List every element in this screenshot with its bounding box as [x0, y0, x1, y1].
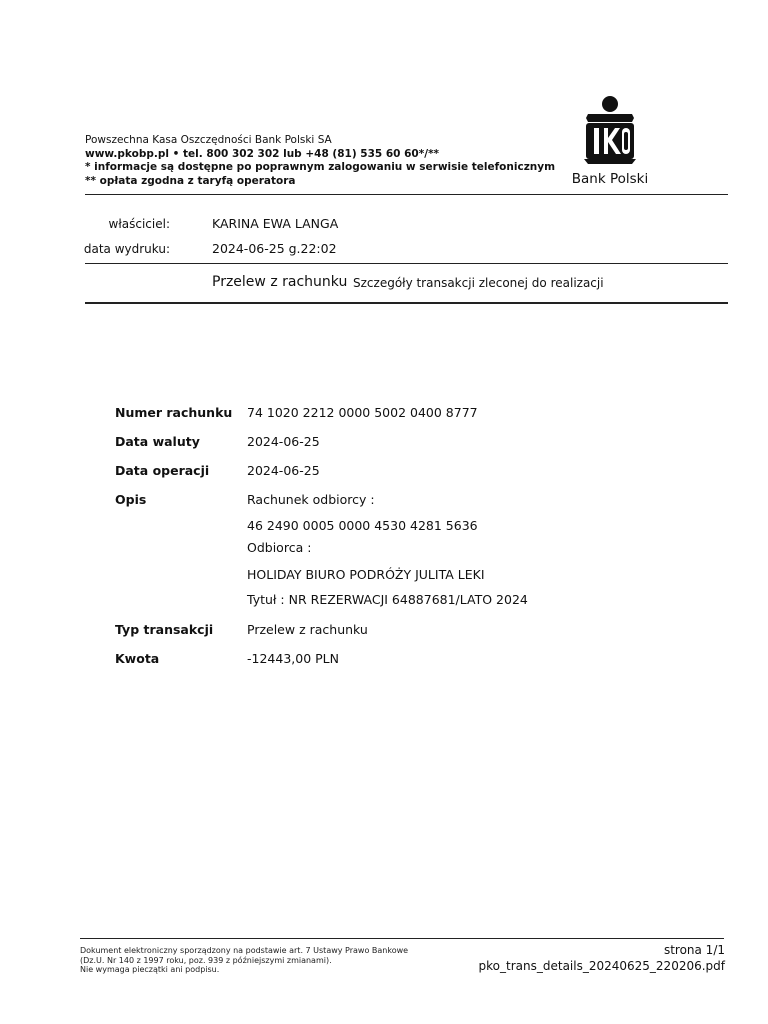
logo-brand-text: Bank Polski — [571, 171, 649, 187]
description-line: Odbiorca : — [247, 540, 312, 555]
amount-label: Kwota — [115, 651, 160, 666]
account-value: 74 1020 2212 0000 5002 0400 8777 — [247, 405, 478, 420]
transaction-type-label: Typ transakcji — [115, 622, 214, 637]
divider-top — [85, 194, 728, 195]
pko-logo — [566, 92, 654, 192]
description-line: Tytuł : NR REZERWACJI 64887681/LATO 2024 — [247, 592, 528, 607]
bank-note-2: ** opłata zgodna z taryfą operatora — [85, 174, 296, 187]
page-title: Przelew z rachunku — [212, 274, 348, 290]
bank-name: Powszechna Kasa Oszczędności Bank Polski SA — [85, 134, 332, 146]
bank-contact: www.pkobp.pl • tel. 800 302 302 lub +48 (81) 535 60 60*/** — [85, 147, 440, 160]
page-subtitle: Szczegóły transakcji zleconej do realizacji — [353, 276, 604, 290]
transaction-type: Przelew z rachunku — [247, 622, 368, 637]
value-date: 2024-06-25 — [247, 434, 320, 449]
account-label: Numer rachunku — [115, 405, 233, 420]
description-line: HOLIDAY BIURO PODRÓŻY JULITA LEKI — [247, 567, 485, 582]
owner-label: właściciel: — [108, 217, 170, 231]
legal-note — [80, 946, 420, 975]
owner-value: KARINA EWA LANGA — [212, 216, 339, 231]
description-label: Opis — [115, 492, 147, 507]
print-date-value: 2024-06-25 g.22:02 — [212, 241, 337, 256]
pko-logo-mark-icon — [566, 92, 654, 170]
divider-footer — [80, 938, 724, 939]
divider-mid — [85, 263, 728, 264]
print-date-label: data wydruku: — [83, 242, 170, 256]
file-name: pko_trans_details_20240625_220206.pdf — [478, 959, 725, 973]
page-footer — [479, 942, 725, 974]
divider-title — [85, 302, 728, 304]
legal-line: Dokument elektroniczny sporządzony na podstawie art. 7 Ustawy Prawo Bankowe — [80, 946, 409, 955]
operation-date-label: Data operacji — [115, 463, 210, 478]
value-date-label: Data waluty — [115, 434, 200, 449]
legal-line: (Dz.U. Nr 140 z 1997 roku, poz. 939 z późniejszymi zmianami). — [80, 955, 332, 965]
bank-note-1: * informacje są dostępne po poprawnym zalogowaniu w serwisie telefonicznym — [85, 161, 556, 173]
amount-value: -12443,00 PLN — [247, 651, 339, 666]
bank-info — [85, 134, 555, 188]
operation-date: 2024-06-25 — [247, 463, 320, 478]
legal-line: Nie wymaga pieczątki ani podpisu. — [80, 965, 220, 974]
description-line: Rachunek odbiorcy : — [247, 492, 375, 507]
page-number: strona 1/1 — [663, 943, 725, 957]
description-line: 46 2490 0005 0000 4530 4281 5636 — [247, 518, 478, 533]
